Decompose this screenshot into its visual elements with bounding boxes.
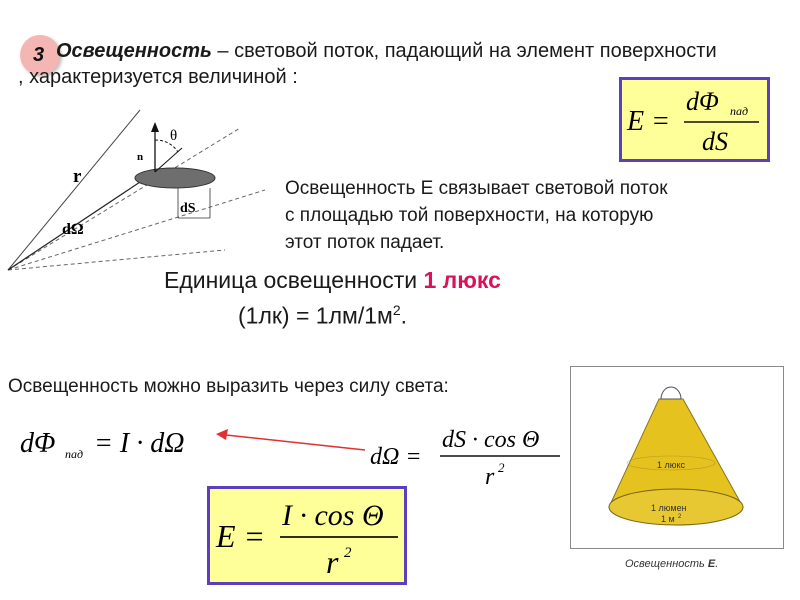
definition-line-1 <box>56 40 717 63</box>
formula-box-illuminance-differential <box>619 77 770 162</box>
expression-intro: Освещенность можно выразить через силу света: <box>8 376 449 397</box>
label-theta: θ <box>170 128 178 144</box>
normal-arrowhead <box>151 122 159 132</box>
section-number: 3 <box>33 44 45 66</box>
cone-label-lumen: 1 люмен <box>651 503 687 513</box>
label-dS: dS <box>180 201 196 216</box>
formula-illuminance-intensity <box>210 489 404 582</box>
formula-illuminance-differential <box>622 80 767 159</box>
description-line-2: с площадью той поверхности, на которую <box>285 205 654 226</box>
illuminance-description <box>285 175 755 256</box>
caption-symbol: E <box>707 558 716 570</box>
arrow-head <box>216 429 228 440</box>
flux-lhs-subscript: пад <box>65 447 84 461</box>
cone-label-lux: 1 люкс <box>657 460 686 470</box>
unit-name: 1 люкс <box>423 267 501 293</box>
label-n: n <box>137 151 144 163</box>
formula-lhs: E = <box>627 106 670 137</box>
formula-denominator: dS <box>702 127 728 156</box>
unit-definition-sup: 2 <box>392 302 401 318</box>
formula-box-illuminance-intensity <box>207 486 407 585</box>
surface-element-diagram <box>0 100 280 285</box>
unit-definition-end: . <box>400 302 408 329</box>
description-line-3: этот поток падает. <box>285 232 445 253</box>
ray-upper <box>8 110 140 270</box>
formula-flux <box>20 420 220 464</box>
formula-solid-angle <box>370 420 570 492</box>
label-r: r <box>73 166 82 187</box>
description-line-1: Освещенность Е связывает световой поток <box>285 178 668 199</box>
definition-line-2: , характеризуется величиной : <box>18 66 298 88</box>
cone-figure-caption <box>625 558 718 570</box>
intensity-formula-denominator: r <box>326 544 339 580</box>
solid-angle-lhs: dΩ = <box>370 444 422 470</box>
flux-rhs: = I · dΩ <box>94 428 185 459</box>
formula-numerator-subscript: пад <box>730 104 749 118</box>
cone-label-area-sup: 2 <box>678 514 682 520</box>
unit-definition-text: (1лк) = 1лм/1м <box>238 302 393 329</box>
arrow-shaft <box>226 435 365 450</box>
formula-numerator: dΦ <box>686 87 719 116</box>
intensity-formula-numerator: I · cos Θ <box>282 499 384 532</box>
cone-figure-frame <box>570 366 784 549</box>
cone-label-area: 1 м <box>661 514 675 524</box>
intensity-formula-lhs: E = <box>216 518 266 554</box>
unit-statement <box>164 267 501 294</box>
definition-term: Освещенность <box>56 40 212 62</box>
reference-arrow <box>210 425 370 455</box>
label-dOmega: dΩ <box>62 221 84 238</box>
caption-text: Освещенность <box>625 558 708 570</box>
unit-definition <box>238 302 407 330</box>
caption-end: . <box>715 558 719 570</box>
lamp-bulb-icon <box>661 387 681 399</box>
definition-text: – световой поток, падающий на элемент поверхности <box>211 40 717 62</box>
unit-prefix: Единица освещенности <box>164 267 424 293</box>
solid-angle-numerator: dS · cos Θ <box>442 427 540 453</box>
surface-element-ellipse <box>135 168 215 188</box>
solid-angle-denominator: r <box>485 464 495 490</box>
solid-angle-denominator-sup: 2 <box>498 460 505 475</box>
light-cone-figure <box>571 367 783 548</box>
intensity-formula-denominator-sup: 2 <box>344 545 352 561</box>
flux-lhs: dΦ <box>20 428 56 459</box>
ray-upper-dashed <box>8 128 240 270</box>
